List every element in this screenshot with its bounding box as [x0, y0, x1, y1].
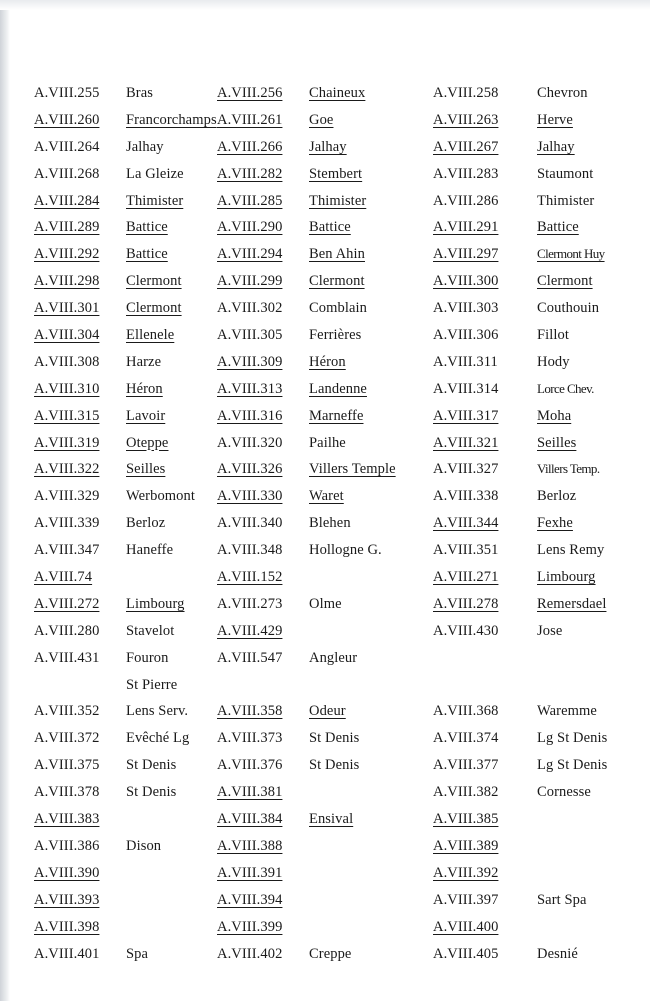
- reference-code: A.VIII.308: [34, 353, 100, 370]
- place-name: Stavelot: [126, 622, 175, 639]
- reference-code: A.VIII.286: [433, 192, 499, 209]
- list-row: [0, 349, 650, 376]
- reference-code: A.VIII.327: [433, 461, 499, 478]
- reference-code: A.VIII.377: [433, 757, 499, 774]
- list-row: [0, 537, 650, 564]
- place-name: Couthouin: [537, 300, 600, 317]
- reference-code: A.VIII.299: [217, 273, 283, 290]
- reference-code: A.VIII.400: [433, 918, 499, 935]
- place-name: Lorce Chev.: [537, 380, 594, 396]
- place-name: Jalhay: [126, 138, 164, 155]
- reference-code: A.VIII.305: [217, 327, 283, 344]
- place-name: Oteppe: [126, 434, 169, 451]
- reference-code: A.VIII.376: [217, 757, 283, 774]
- reference-code: A.VIII.74: [34, 569, 93, 586]
- place-name: Moha: [537, 407, 572, 424]
- reference-code: A.VIII.358: [217, 703, 283, 720]
- place-name: Lavoir: [126, 407, 166, 424]
- reference-code: A.VIII.315: [34, 407, 100, 424]
- place-name: Jalhay: [309, 138, 347, 155]
- list-row: [0, 833, 650, 860]
- place-name: Hollogne G.: [309, 542, 382, 559]
- reference-code: A.VIII.385: [433, 811, 499, 828]
- reference-code: A.VIII.260: [34, 111, 100, 128]
- place-name: Battice: [537, 219, 579, 236]
- reference-code: A.VIII.399: [217, 918, 283, 935]
- reference-code: A.VIII.266: [217, 138, 283, 155]
- reference-code: A.VIII.322: [34, 461, 100, 478]
- archive-reference-list: [0, 80, 650, 967]
- reference-code: A.VIII.292: [34, 246, 100, 263]
- reference-code: A.VIII.383: [34, 811, 100, 828]
- reference-code: A.VIII.282: [217, 165, 283, 182]
- place-name: Fouron: [126, 649, 169, 666]
- place-name: Evêché Lg: [126, 730, 190, 747]
- reference-code: A.VIII.547: [217, 649, 283, 666]
- page-top-shadow: [0, 0, 650, 10]
- reference-code: A.VIII.256: [217, 85, 283, 101]
- reference-code: A.VIII.316: [217, 407, 283, 424]
- reference-code: A.VIII.263: [433, 111, 499, 128]
- place-name: Creppe: [309, 945, 352, 962]
- place-name: Clermont: [126, 300, 182, 317]
- reference-code: A.VIII.347: [34, 542, 100, 559]
- reference-code: A.VIII.321: [433, 434, 499, 451]
- place-name: Clermont Huy: [537, 246, 605, 262]
- reference-code: A.VIII.326: [217, 461, 283, 478]
- place-name: Landenne: [309, 380, 367, 397]
- place-name: Lens Remy: [537, 542, 605, 559]
- reference-code: A.VIII.306: [433, 327, 499, 344]
- place-name: Berloz: [537, 488, 577, 505]
- place-name: La Gleize: [126, 165, 184, 182]
- place-name: Ellenele: [126, 327, 175, 344]
- place-name: Jalhay: [537, 138, 575, 155]
- place-name: Staumont: [537, 165, 594, 182]
- reference-code: A.VIII.258: [433, 85, 499, 101]
- reference-code: A.VIII.330: [217, 488, 283, 505]
- place-name: Pailhe: [309, 434, 346, 451]
- place-name: Seilles: [126, 461, 166, 478]
- place-name: Ferrières: [309, 327, 362, 344]
- list-row: [0, 161, 650, 188]
- reference-code: A.VIII.398: [34, 918, 100, 935]
- list-row: [0, 914, 650, 941]
- place-name: Fillot: [537, 327, 570, 344]
- place-name: Haneffe: [126, 542, 174, 559]
- reference-code: A.VIII.375: [34, 757, 100, 774]
- reference-code: A.VIII.264: [34, 138, 100, 155]
- reference-code: A.VIII.390: [34, 864, 100, 881]
- reference-code: A.VIII.374: [433, 730, 499, 747]
- place-name: St Pierre: [126, 676, 178, 693]
- reference-code: A.VIII.310: [34, 380, 100, 397]
- place-name: Lg St Denis: [537, 757, 608, 774]
- list-row: [0, 510, 650, 537]
- place-name: Battice: [309, 219, 351, 236]
- place-name: Jose: [537, 622, 563, 639]
- place-name: Fexhe: [537, 515, 573, 532]
- reference-code: A.VIII.303: [433, 300, 499, 317]
- list-row: [0, 188, 650, 215]
- list-row: [0, 403, 650, 430]
- list-row: [0, 860, 650, 887]
- place-name: Thimister: [309, 192, 367, 209]
- reference-code: A.VIII.317: [433, 407, 499, 424]
- place-name: Waremme: [537, 703, 597, 720]
- place-name: Héron: [309, 353, 346, 370]
- place-name: Clermont: [126, 273, 182, 290]
- reference-code: A.VIII.386: [34, 837, 100, 854]
- reference-code: A.VIII.289: [34, 219, 100, 236]
- place-name: Ben Ahin: [309, 246, 365, 263]
- reference-code: A.VIII.397: [433, 891, 499, 908]
- reference-code: A.VIII.290: [217, 219, 283, 236]
- place-name: Héron: [126, 380, 163, 397]
- reference-code: A.VIII.388: [217, 837, 283, 854]
- place-name: Francorchamps: [126, 111, 217, 128]
- reference-code: A.VIII.261: [217, 111, 283, 128]
- reference-code: A.VIII.152: [217, 569, 283, 586]
- reference-code: A.VIII.344: [433, 515, 499, 532]
- list-row: [0, 618, 650, 645]
- list-row: [0, 698, 650, 725]
- reference-code: A.VIII.301: [34, 300, 100, 317]
- list-row: [0, 80, 650, 107]
- reference-code: A.VIII.313: [217, 380, 283, 397]
- place-name: Goe: [309, 111, 334, 128]
- reference-code: A.VIII.267: [433, 138, 499, 155]
- list-row: [0, 322, 650, 349]
- place-name: Thimister: [126, 192, 184, 209]
- list-row: [0, 430, 650, 457]
- reference-code: A.VIII.373: [217, 730, 283, 747]
- place-name: Seilles: [537, 434, 577, 451]
- list-row: [0, 725, 650, 752]
- reference-code: A.VIII.302: [217, 300, 283, 317]
- place-name: Lg St Denis: [537, 730, 608, 747]
- reference-code: A.VIII.272: [34, 595, 100, 612]
- place-name: Harze: [126, 353, 162, 370]
- reference-code: A.VIII.280: [34, 622, 100, 639]
- reference-code: A.VIII.389: [433, 837, 499, 854]
- place-name: Clermont: [309, 273, 365, 290]
- reference-code: A.VIII.378: [34, 784, 100, 801]
- reference-code: A.VIII.431: [34, 649, 100, 666]
- reference-code: A.VIII.298: [34, 273, 100, 290]
- reference-code: A.VIII.352: [34, 703, 100, 720]
- list-row: [0, 645, 650, 672]
- list-row: [0, 752, 650, 779]
- reference-code: A.VIII.351: [433, 542, 499, 559]
- place-name: Odeur: [309, 703, 346, 720]
- list-row: [0, 887, 650, 914]
- reference-code: A.VIII.311: [433, 353, 498, 370]
- list-row: [0, 376, 650, 403]
- reference-code: A.VIII.291: [433, 219, 499, 236]
- reference-code: A.VIII.391: [217, 864, 283, 881]
- list-row: [0, 456, 650, 483]
- place-name: Remersdael: [537, 595, 607, 612]
- place-name: St Denis: [126, 784, 177, 801]
- list-row: [0, 779, 650, 806]
- place-name: Angleur: [309, 649, 358, 666]
- list-row: [0, 591, 650, 618]
- place-name: Marneffe: [309, 407, 364, 424]
- reference-code: A.VIII.339: [34, 515, 100, 532]
- reference-code: A.VIII.393: [34, 891, 100, 908]
- place-name: Battice: [126, 219, 168, 236]
- reference-code: A.VIII.384: [217, 811, 283, 828]
- place-name: Comblain: [309, 300, 367, 317]
- place-name: Hody: [537, 353, 570, 370]
- place-name: Villers Temp.: [537, 461, 600, 477]
- reference-code: A.VIII.294: [217, 246, 283, 263]
- place-name: St Denis: [126, 757, 177, 774]
- place-name: Stembert: [309, 165, 363, 182]
- reference-code: A.VIII.278: [433, 595, 499, 612]
- reference-code: A.VIII.271: [433, 569, 499, 586]
- list-row: [0, 564, 650, 591]
- place-name: Cornesse: [537, 784, 591, 801]
- reference-code: A.VIII.283: [433, 165, 499, 182]
- reference-code: A.VIII.381: [217, 784, 283, 801]
- reference-code: A.VIII.304: [34, 327, 100, 344]
- place-name: Spa: [126, 945, 149, 962]
- place-name: Chevron: [537, 85, 588, 101]
- reference-code: A.VIII.273: [217, 595, 283, 612]
- list-row: [0, 268, 650, 295]
- reference-code: A.VIII.401: [34, 945, 100, 962]
- reference-code: A.VIII.268: [34, 165, 100, 182]
- place-name: Villers Temple: [309, 461, 396, 478]
- reference-code: A.VIII.284: [34, 192, 100, 209]
- place-name: Lens Serv.: [126, 703, 189, 720]
- place-name: Dison: [126, 837, 162, 854]
- reference-code: A.VIII.309: [217, 353, 283, 370]
- reference-code: A.VIII.300: [433, 273, 499, 290]
- reference-code: A.VIII.372: [34, 730, 100, 747]
- list-row: [0, 941, 650, 968]
- reference-code: A.VIII.285: [217, 192, 283, 209]
- reference-code: A.VIII.255: [34, 85, 100, 101]
- reference-code: A.VIII.329: [34, 488, 100, 505]
- reference-code: A.VIII.430: [433, 622, 499, 639]
- reference-code: A.VIII.382: [433, 784, 499, 801]
- place-name: Werbomont: [126, 488, 195, 505]
- place-name: Clermont: [537, 273, 593, 290]
- place-name: Thimister: [537, 192, 595, 209]
- list-row: [0, 214, 650, 241]
- list-row: [0, 134, 650, 161]
- list-row: [0, 241, 650, 268]
- place-name: St Denis: [309, 757, 360, 774]
- reference-code: A.VIII.340: [217, 515, 283, 532]
- list-row: [0, 295, 650, 322]
- place-name: Desnié: [537, 945, 578, 962]
- list-row: [0, 672, 650, 699]
- reference-code: A.VIII.314: [433, 380, 499, 397]
- place-name: St Denis: [309, 730, 360, 747]
- reference-code: A.VIII.402: [217, 945, 283, 962]
- reference-code: A.VIII.394: [217, 891, 283, 908]
- place-name: Ensival: [309, 811, 354, 828]
- place-name: Herve: [537, 111, 573, 128]
- place-name: Limbourg: [126, 595, 185, 612]
- place-name: Olme: [309, 595, 342, 612]
- list-row: [0, 483, 650, 510]
- reference-code: A.VIII.392: [433, 864, 499, 881]
- place-name: Limbourg: [537, 569, 596, 586]
- reference-code: A.VIII.429: [217, 622, 283, 639]
- place-name: Bras: [126, 85, 153, 101]
- reference-code: A.VIII.405: [433, 945, 499, 962]
- place-name: Battice: [126, 246, 168, 263]
- place-name: Berloz: [126, 515, 166, 532]
- list-row: [0, 806, 650, 833]
- reference-code: A.VIII.297: [433, 246, 499, 263]
- list-row: [0, 107, 650, 134]
- reference-code: A.VIII.319: [34, 434, 100, 451]
- place-name: Waret: [309, 488, 344, 505]
- reference-code: A.VIII.320: [217, 434, 283, 451]
- reference-code: A.VIII.338: [433, 488, 499, 505]
- reference-code: A.VIII.348: [217, 542, 283, 559]
- place-name: Chaineux: [309, 85, 366, 101]
- reference-code: A.VIII.368: [433, 703, 499, 720]
- place-name: Sart Spa: [537, 891, 587, 908]
- place-name: Blehen: [309, 515, 351, 532]
